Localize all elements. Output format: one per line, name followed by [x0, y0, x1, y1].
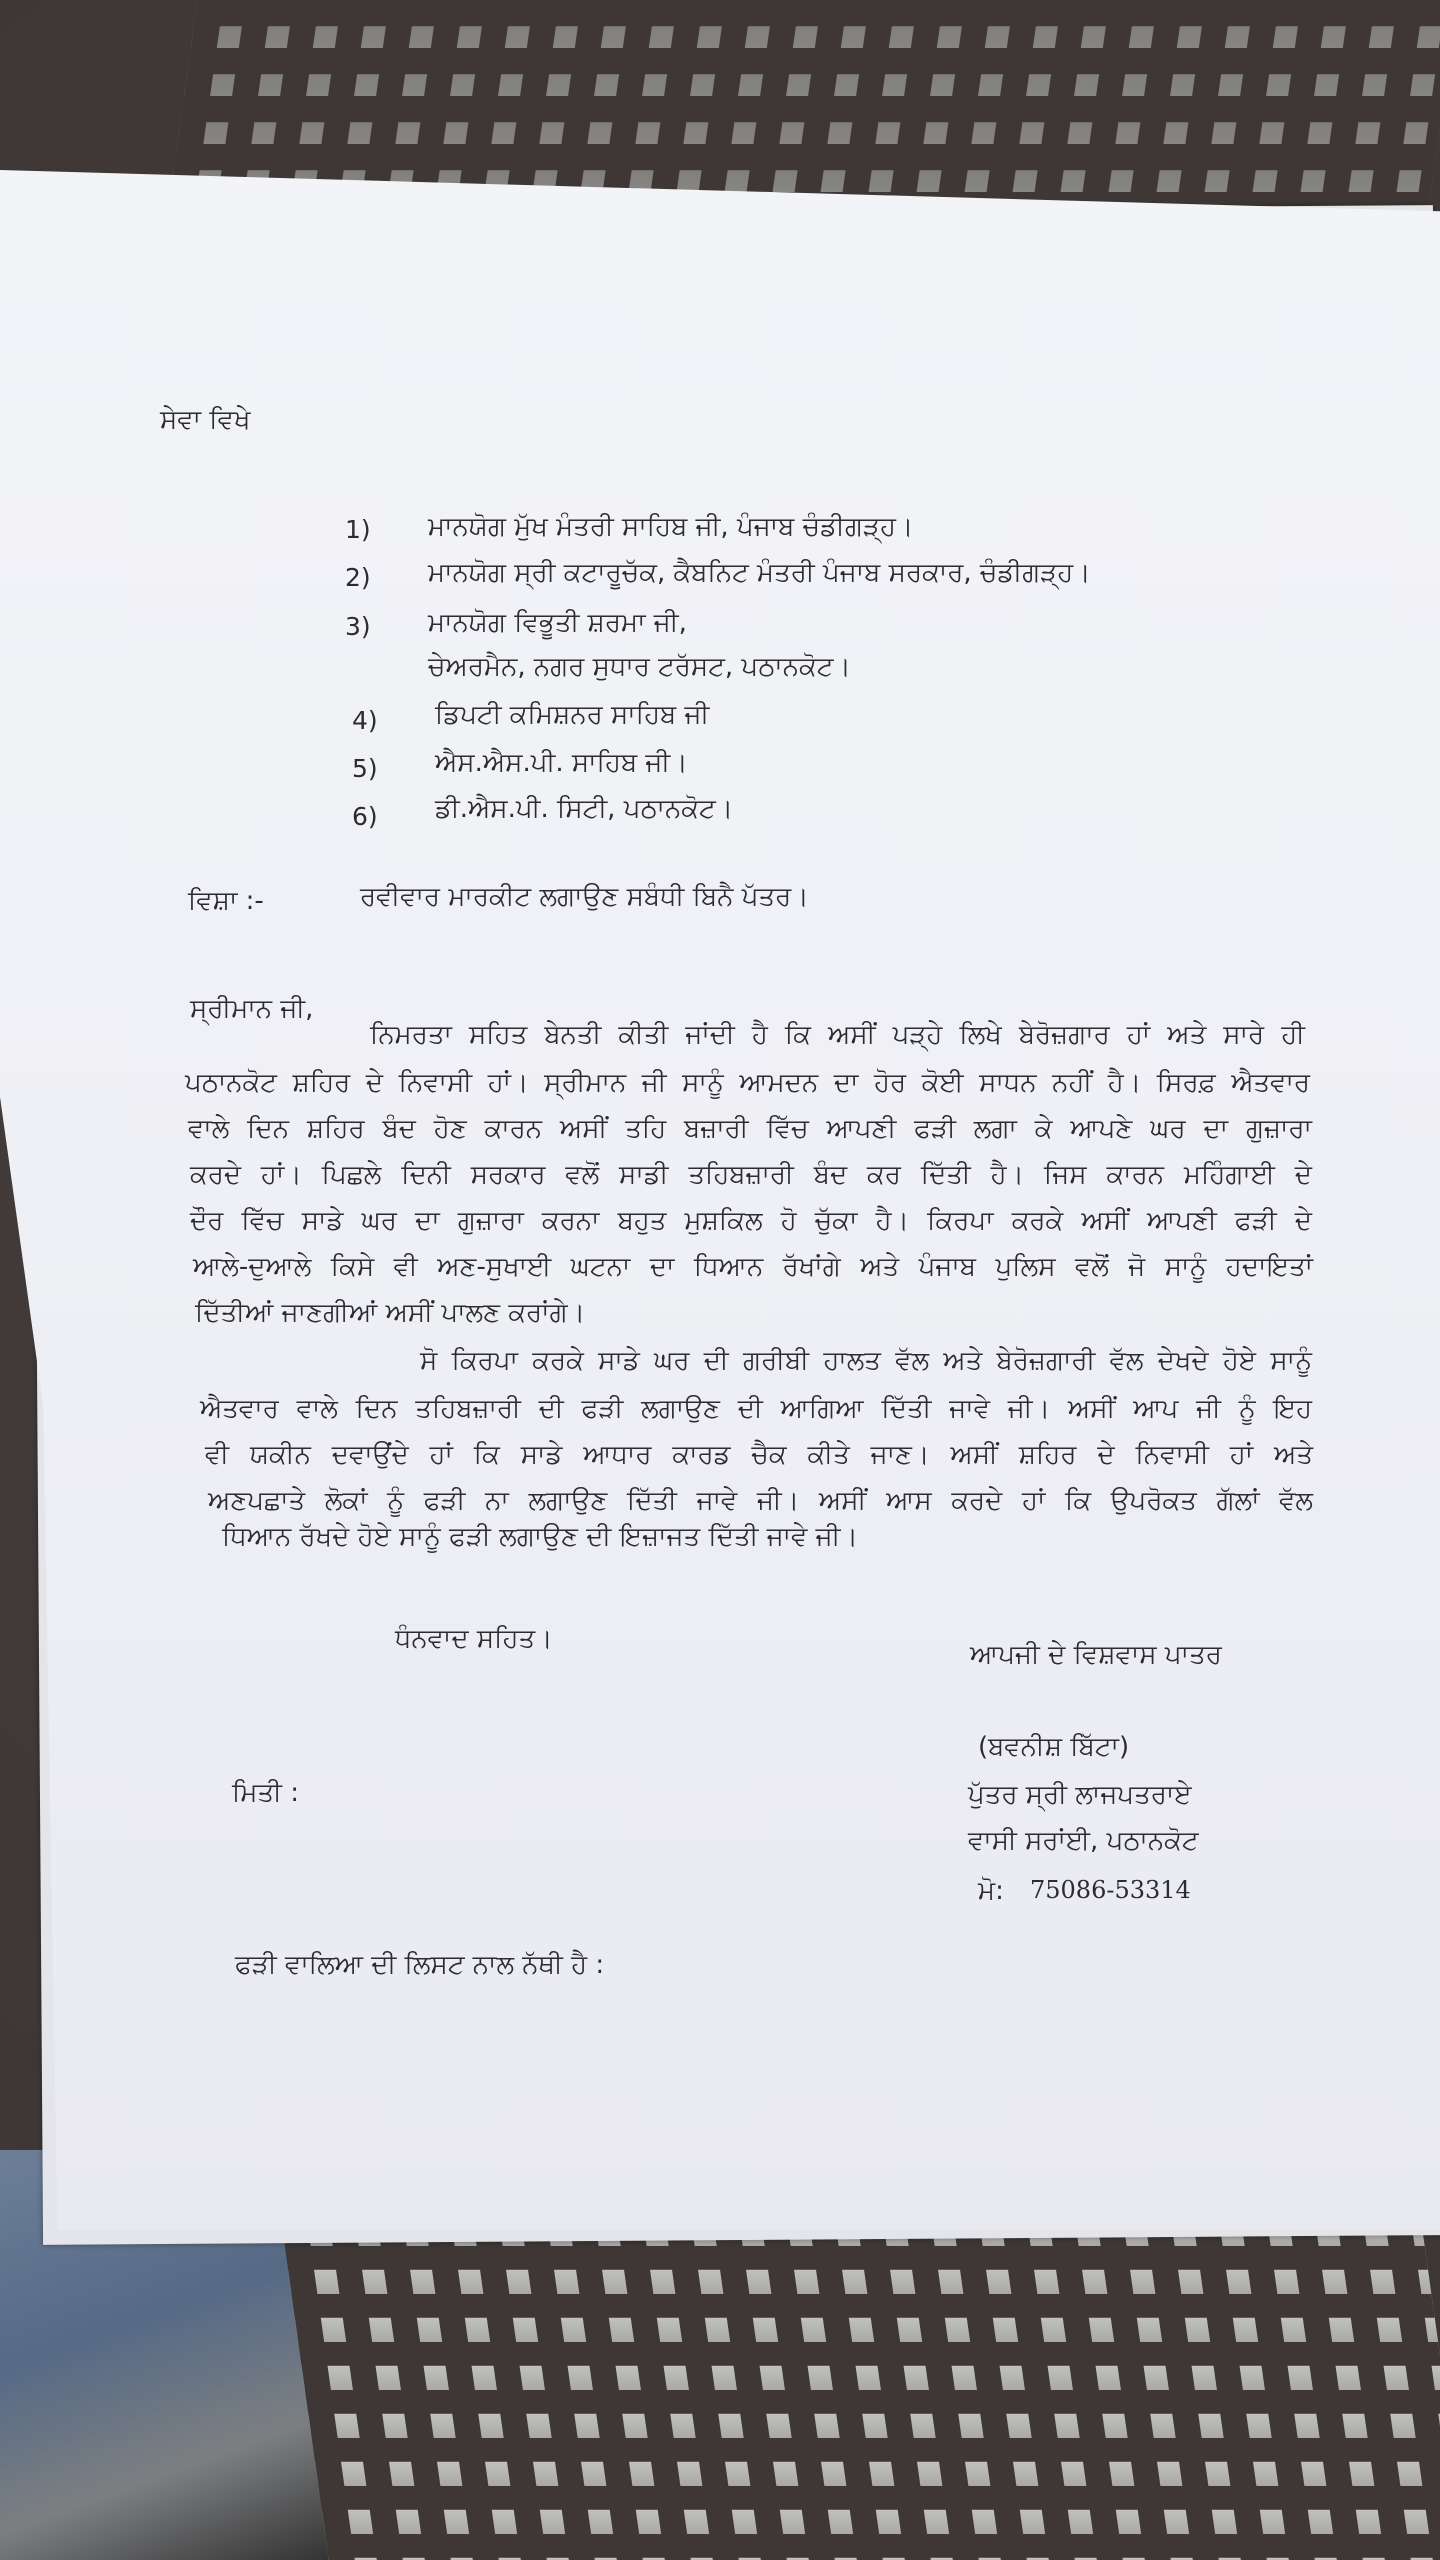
signature-phone-label: ਮੋ:: [978, 1876, 1004, 1906]
recipient-number: 4): [352, 706, 378, 735]
paragraph-line: ਪਠਾਨਕੋਟ ਸ਼ਹਿਰ ਦੇ ਨਿਵਾਸੀ ਹਾਂ। ਸ੍ਰੀਮਾਨ ਜੀ ਸਾਨੂੰ ਆਮਦਨ ਦਾ ਹੋਰ ਕੋਈ ਸਾਧਨ ਨਹੀਂ ਹੈ। ਸਿਰਫ਼ ਐਤਵਾਰ: [185, 1068, 1310, 1098]
paragraph-line: ਅਣਪਛਾਤੇ ਲੋਕਾਂ ਨੂੰ ਫੜੀ ਨਾ ਲਗਾਉਣ ਦਿੱਤੀ ਜਾਵੇ ਜੀ। ਅਸੀਂ ਆਸ ਕਰਦੇ ਹਾਂ ਕਿ ਉਪਰੋਕਤ ਗੱਲਾਂ ਵੱਲ: [208, 1486, 1313, 1516]
recipient-line: ਮਾਨਯੋਗ ਵਿਭੂਤੀ ਸ਼ਰਮਾ ਜੀ,: [428, 608, 687, 638]
signature-name: (ਬਵਨੀਸ਼ ਬਿੱਟਾ): [978, 1732, 1130, 1762]
paragraph-line: ਦੌਰ ਵਿੱਚ ਸਾਡੇ ਘਰ ਦਾ ਗੁਜ਼ਾਰਾ ਕਰਨਾ ਬਹੁਤ ਮੁਸ਼ਕਿਲ ਹੋ ਚੁੱਕਾ ਹੈ। ਕਿਰਪਾ ਕਰਕੇ ਅਸੀਂ ਆਪਣੀ ਫੜੀ ਦੇ: [190, 1206, 1312, 1236]
recipient-line: ਮਾਨਯੋਗ ਸ੍ਰੀ ਕਟਾਰੂਚੱਕ, ਕੈਬਨਿਟ ਮੰਤਰੀ ਪੰਜਾਬ ਸਰਕਾਰ, ਚੰਡੀਗੜ੍ਹ।: [428, 558, 1091, 588]
greeting: ਸ੍ਰੀਮਾਨ ਜੀ,: [190, 994, 314, 1024]
recipient-number: 5): [352, 754, 378, 783]
signature-phone: 75086-53314: [1030, 1876, 1191, 1904]
paragraph-line: ਕਰਦੇ ਹਾਂ। ਪਿਛਲੇ ਦਿਨੀ ਸਰਕਾਰ ਵਲੋਂ ਸਾਡੀ ਤਹਿਬਜ਼ਾਰੀ ਬੰਦ ਕਰ ਦਿੱਤੀ ਹੈ। ਜਿਸ ਕਾਰਨ ਮਹਿੰਗਾਈ ਦੇ: [190, 1160, 1312, 1190]
paragraph-line: ਨਿਮਰਤਾ ਸਹਿਤ ਬੇਨਤੀ ਕੀਤੀ ਜਾਂਦੀ ਹੈ ਕਿ ਅਸੀਂ ਪੜ੍ਹੇ ਲਿਖੇ ਬੇਰੋਜ਼ਗਾਰ ਹਾਂ ਅਤੇ ਸਾਰੇ ਹੀ: [370, 1020, 1305, 1050]
letter-page: [0, 170, 1440, 2230]
paragraph-line: ਵਾਲੇ ਦਿਨ ਸ਼ਹਿਰ ਬੰਦ ਹੋਣ ਕਾਰਨ ਅਸੀਂ ਤਹਿ ਬਜ਼ਾਰੀ ਵਿੱਚ ਆਪਣੀ ਫੜੀ ਲਗਾ ਕੇ ਆਪਣੇ ਘਰ ਦਾ ਗੁਜ਼ਾਰਾ: [188, 1114, 1312, 1144]
closing-line: ਆਪਜੀ ਦੇ ਵਿਸ਼ਵਾਸ ਪਾਤਰ: [970, 1640, 1222, 1670]
attachment-note: ਫੜੀ ਵਾਲਿਆ ਦੀ ਲਿਸਟ ਨਾਲ ਨੱਥੀ ਹੈ :: [235, 1950, 605, 1980]
paragraph-line: ਦਿੱਤੀਆਂ ਜਾਣਗੀਆਂ ਅਸੀਂ ਪਾਲਣ ਕਰਾਂਗੇ।: [195, 1298, 586, 1328]
signature-parent: ਪੁੱਤਰ ਸ੍ਰੀ ਲਾਜਪਤਰਾਏ: [968, 1780, 1192, 1810]
paragraph-line: ਧਿਆਨ ਰੱਖਦੇ ਹੋਏ ਸਾਨੂੰ ਫੜੀ ਲਗਾਉਣ ਦੀ ਇਜ਼ਾਜਤ ਦਿੱਤੀ ਜਾਵੇ ਜੀ।: [222, 1522, 858, 1552]
recipient-line: ਮਾਨਯੋਗ ਮੁੱਖ ਮੰਤਰੀ ਸਾਹਿਬ ਜੀ, ਪੰਜਾਬ ਚੰਡੀਗੜ੍ਹ।: [428, 512, 914, 542]
thanks-line: ਧੰਨਵਾਦ ਸਹਿਤ।: [395, 1624, 553, 1654]
subject-label: ਵਿਸ਼ਾ :-: [188, 886, 264, 916]
recipient-number: 1): [345, 515, 371, 544]
recipient-number: 3): [345, 612, 371, 641]
date-label: ਮਿਤੀ :: [232, 1778, 299, 1808]
subject-text: ਰਵੀਵਾਰ ਮਾਰਕੀਟ ਲਗਾਉਣ ਸਬੰਧੀ ਬਿਨੈ ਪੱਤਰ।: [360, 882, 809, 912]
recipient-number: 6): [352, 802, 378, 831]
paragraph-line: ਆਲੇ-ਦੁਆਲੇ ਕਿਸੇ ਵੀ ਅਣ-ਸੁਖਾਈ ਘਟਨਾ ਦਾ ਧਿਆਨ ਰੱਖਾਂਗੇ ਅਤੇ ਪੰਜਾਬ ਪੁਲਿਸ ਵਲੋਂ ਜੋ ਸਾਨੂੰ ਹਦਾਇਤਾਂ: [193, 1252, 1313, 1282]
recipient-line: ਡਿਪਟੀ ਕਮਿਸ਼ਨਰ ਸਾਹਿਬ ਜੀ: [435, 700, 710, 730]
paragraph-line: ਸੋ ਕਿਰਪਾ ਕਰਕੇ ਸਾਡੇ ਘਰ ਦੀ ਗਰੀਬੀ ਹਾਲਤ ਵੱਲ ਅਤੇ ਬੇਰੋਜ਼ਗਾਰੀ ਵੱਲ ਦੇਖਦੇ ਹੋਏ ਸਾਨੂੰ: [420, 1346, 1312, 1376]
recipient-line: ਚੇਅਰਮੈਨ, ਨਗਰ ਸੁਧਾਰ ਟਰੱਸਟ, ਪਠਾਨਕੋਟ।: [428, 652, 851, 682]
recipient-line: ਡੀ.ਐਸ.ਪੀ. ਸਿਟੀ, ਪਠਾਨਕੋਟ।: [435, 794, 734, 824]
salutation-to: ਸੇਵਾ ਵਿਖੇ: [160, 405, 251, 435]
paragraph-line: ਐਤਵਾਰ ਵਾਲੇ ਦਿਨ ਤਹਿਬਜ਼ਾਰੀ ਦੀ ਫੜੀ ਲਗਾਉਣ ਦੀ ਆਗਿਆ ਦਿੱਤੀ ਜਾਵੇ ਜੀ। ਅਸੀਂ ਆਪ ਜੀ ਨੂੰ ਇਹ: [200, 1394, 1312, 1424]
recipient-number: 2): [345, 563, 371, 592]
recipient-line: ਐਸ.ਐਸ.ਪੀ. ਸਾਹਿਬ ਜੀ।: [435, 748, 688, 778]
paragraph-line: ਵੀ ਯਕੀਨ ਦਵਾਉਂਦੇ ਹਾਂ ਕਿ ਸਾਡੇ ਆਧਾਰ ਕਾਰਡ ਚੈਕ ਕੀਤੇ ਜਾਣ। ਅਸੀਂ ਸ਼ਹਿਰ ਦੇ ਨਿਵਾਸੀ ਹਾਂ ਅਤੇ: [205, 1440, 1313, 1470]
signature-address: ਵਾਸੀ ਸਰਾਂਈ, ਪਠਾਨਕੋਟ: [968, 1826, 1199, 1856]
